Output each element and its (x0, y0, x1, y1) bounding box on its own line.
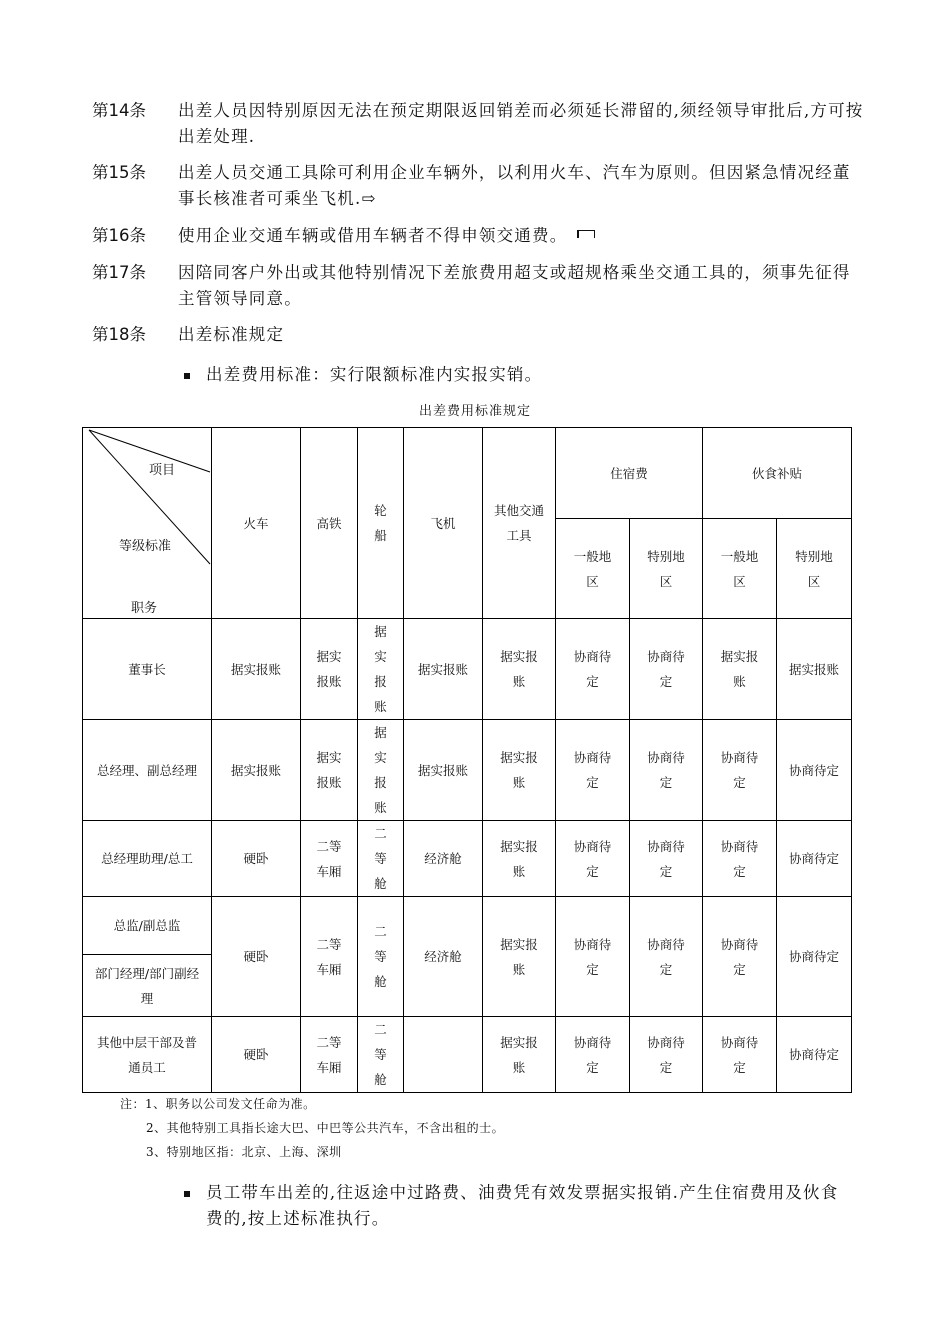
lodging-special-cell: 协商待定 (630, 619, 703, 720)
table-row (83, 821, 852, 897)
article-number: 第18条 (92, 325, 146, 344)
plane-cell: 据实报账 (404, 720, 483, 821)
highspeed-cell: 二等车厢 (301, 821, 358, 897)
table-row (83, 720, 852, 821)
role-cell: 总经理、副总经理 (83, 720, 212, 821)
role-cell: 其他中层干部及普通员工 (83, 1017, 212, 1093)
train-cell: 据实报账 (212, 720, 301, 821)
meal-general-cell: 协商待定 (703, 897, 777, 1017)
table-row (83, 897, 852, 955)
highspeed-cell: 二等车厢 (301, 897, 358, 1017)
header-ship: 轮船 (358, 428, 404, 619)
header-meal-general: 一般地区 (703, 519, 777, 619)
role-cell: 部门经理/部门副经理 (83, 955, 212, 1017)
header-corner-cell (83, 428, 212, 619)
ship-cell: 二等舱 (358, 897, 404, 1017)
meal-special-cell: 协商待定 (777, 821, 852, 897)
meal-special-cell: 协商待定 (777, 720, 852, 821)
corner-role-label: 职务 (131, 601, 158, 616)
header-lodging: 住宿费 (556, 428, 703, 519)
note-3: 3、特别地区指：北京、上海、深圳 (146, 1145, 342, 1159)
train-cell: 据实报账 (212, 619, 301, 720)
lodging-general-cell: 协商待定 (556, 821, 630, 897)
header-other-transport: 其他交通工具 (483, 428, 556, 619)
ship-cell: 据实报账 (358, 619, 404, 720)
lodging-special-cell: 协商待定 (630, 821, 703, 897)
highspeed-cell: 据实报账 (301, 720, 358, 821)
meal-general-cell: 协商待定 (703, 1017, 777, 1093)
meal-special-cell: 协商待定 (777, 897, 852, 1017)
article-text: 使用企业交通车辆或借用车辆者不得申领交通费。 (178, 226, 568, 245)
lodging-special-cell: 协商待定 (630, 897, 703, 1017)
other-transport-cell: 据实报账 (483, 720, 556, 821)
header-lodging-special: 特别地区 (630, 519, 703, 619)
highspeed-cell: 据实报账 (301, 619, 358, 720)
header-plane: 飞机 (404, 428, 483, 619)
meal-general-cell: 协商待定 (703, 720, 777, 821)
ship-cell: 据实报账 (358, 720, 404, 821)
lodging-general-cell: 协商待定 (556, 1017, 630, 1093)
role-cell: 董事长 (83, 619, 212, 720)
header-train: 火车 (212, 428, 301, 619)
lodging-special-cell: 协商待定 (630, 1017, 703, 1093)
ship-cell: 二等舱 (358, 821, 404, 897)
plane-cell (404, 1017, 483, 1093)
header-meal: 伙食补贴 (703, 428, 852, 519)
header-highspeed: 高铁 (301, 428, 358, 619)
plane-cell: 据实报账 (404, 619, 483, 720)
other-transport-cell: 据实报账 (483, 619, 556, 720)
lodging-general-cell: 协商待定 (556, 720, 630, 821)
other-transport-cell: 据实报账 (483, 897, 556, 1017)
highspeed-cell: 二等车厢 (301, 1017, 358, 1093)
article-number: 第14条 (92, 101, 146, 120)
corner-level-label: 等级标准 (119, 539, 172, 554)
plane-cell: 经济舱 (404, 897, 483, 1017)
table-title: 出差费用标准规定 (418, 404, 531, 419)
ship-cell: 二等舱 (358, 1017, 404, 1093)
role-cell: 总经理助理/总工 (83, 821, 212, 897)
article-text: 出差人员交通工具除可利用企业车辆外，以利用火车、汽车为原则。但因紧急情况经董事长核准者可乘坐飞机.⇨ (178, 163, 851, 208)
role-cell: 总监/副总监 (83, 897, 212, 955)
article-number: 第15条 (92, 163, 146, 182)
article-number: 第16条 (92, 226, 146, 245)
square-bullet-icon (184, 373, 190, 379)
meal-special-cell: 据实报账 (777, 619, 852, 720)
table-notes (120, 1092, 504, 1164)
table-row (83, 1017, 852, 1093)
square-bullet-icon (184, 1191, 190, 1197)
meal-general-cell: 据实报账 (703, 619, 777, 720)
meal-special-cell: 协商待定 (777, 1017, 852, 1093)
plane-cell: 经济舱 (404, 821, 483, 897)
table-row (83, 619, 852, 720)
article-number: 第17条 (92, 263, 146, 282)
train-cell: 硬卧 (212, 1017, 301, 1093)
bullet-text: 员工带车出差的,往返途中过路费、油费凭有效发票据实报销.产生住宿费用及伙食费的,按上述标准执行。 (206, 1183, 839, 1228)
note-2: 2、其他特别工具指长途大巴、中巴等公共汽车，不含出租的士。 (146, 1121, 505, 1135)
article-text: 出差人员因特别原因无法在预定期限返回销差而必须延长滞留的,须经领导审批后,方可按出差处理. (178, 101, 864, 146)
note-1: 注：1、职务以公司发文任命为准。 (120, 1097, 316, 1111)
other-transport-cell: 据实报账 (483, 1017, 556, 1093)
header-lodging-general: 一般地区 (556, 519, 630, 619)
corner-item-label: 项目 (149, 463, 176, 478)
lodging-general-cell: 协商待定 (556, 619, 630, 720)
article-text: 出差标准规定 (178, 325, 285, 344)
expense-standard-table (82, 427, 852, 1093)
diagonal-lines (83, 428, 212, 619)
bullet-text: 出差费用标准：实行限额标准内实报实销。 (206, 365, 543, 384)
header-meal-special: 特别地区 (777, 519, 852, 619)
article-text: 因陪同客户外出或其他特别情况下差旅费用超支或超规格乘坐交通工具的，须事先征得主管领导同意。 (178, 263, 851, 308)
lodging-special-cell: 协商待定 (630, 720, 703, 821)
meal-general-cell: 协商待定 (703, 821, 777, 897)
train-cell: 硬卧 (212, 821, 301, 897)
other-transport-cell: 据实报账 (483, 821, 556, 897)
train-cell: 硬卧 (212, 897, 301, 1017)
hook-mark-icon (577, 230, 595, 241)
lodging-general-cell: 协商待定 (556, 897, 630, 1017)
